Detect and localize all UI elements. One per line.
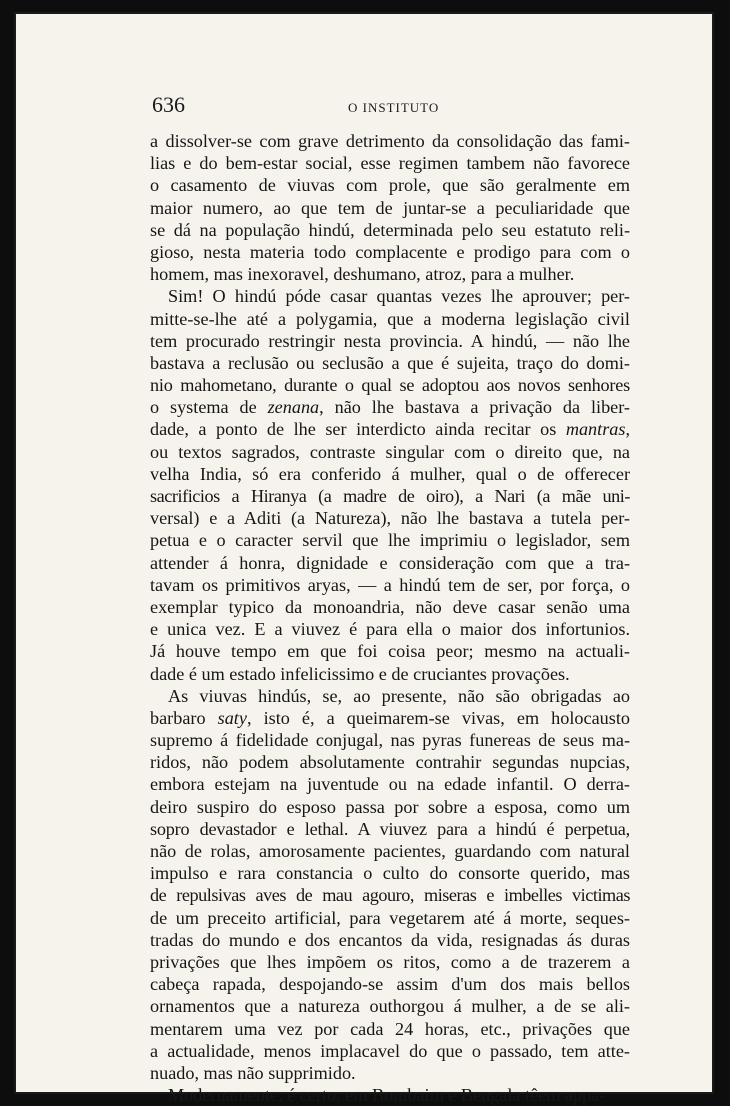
text-line: Sim! O hindú póde casar quantas vezes lhe aprouver; per- — [168, 286, 630, 307]
text-line: se dá na população hindú, determinada pelo seu estatuto reli- — [150, 219, 630, 240]
text-line: homem, mas inexoravel, deshumano, atroz, para a mulher. — [150, 264, 575, 285]
text-line: embora estejam na juventude ou na edade infantil. O derra- — [150, 774, 630, 795]
text-line: de um preceito artificial, para vegetarem até á morte, seques- — [150, 907, 630, 928]
text-line: tem procurado restringir nesta provincia. A hindú, — não lhe — [150, 330, 630, 351]
text-line: não de rolas, amorosamente pacientes, guardando com natural — [150, 841, 630, 861]
text-line: sacrificios a Hiranya (a madre de oiro), a Nari (a mãe uni- — [150, 486, 630, 506]
body-text — [150, 130, 630, 1106]
text-line: impulso e rara constancia o culto do consorte querido, mas — [150, 863, 630, 884]
book-page — [14, 12, 714, 1106]
text-line: Já houve tempo em que foi coisa peor; mesmo na actuali- — [150, 641, 630, 662]
text-line: a dissolver-se com grave detrimento da consolidação das fami- — [150, 131, 630, 151]
text-line: tradas do mundo e dos encantos da vida, resignadas ás duras — [150, 929, 630, 950]
text-line: nio mahometano, durante o qual se adoptou aos novos senhores — [150, 375, 630, 396]
text-line: dade é um estado infelicissimo e de cruciantes provações. — [150, 663, 570, 684]
text-line: bastava a reclusão ou seclusão a que é sujeita, traço do domi- — [150, 352, 630, 373]
text-line: exemplar typico da monoandria, não deve casar senão uma — [150, 596, 630, 617]
text-line: cabeça rapada, despojando-se assim d'um dos mais bellos — [150, 974, 630, 995]
text-line: ou textos sagrados, contraste singular com o direito que, na — [150, 441, 630, 462]
text-line: o casamento de viuvas com prole, que são geralmente em — [150, 175, 630, 196]
text-line: velha India, só era conferido á mulher, qual o de offerecer — [150, 463, 630, 484]
text-line: supremo á fidelidade conjugal, nas pyras funereas de seus ma- — [150, 730, 630, 751]
text-line: ridos, não podem absolutamente contrahir segundas nupcias, — [150, 752, 630, 773]
paragraph — [150, 285, 630, 684]
text-line: barbaro saty, isto é, a queimarem-se vivas, em holocausto — [150, 707, 630, 728]
paragraph — [150, 685, 630, 1084]
text-line: versal) e a Aditi (a Natureza), não lhe bastava a tutela per- — [150, 508, 630, 529]
text-line: petua e o caracter servil que lhe imprimiu o legislador, sem — [150, 530, 630, 551]
text-line: dade, a ponto de lhe ser interdicto ainda recitar os mantras, — [150, 419, 630, 440]
text-line: deiro suspiro do esposo passa por sobre a esposa, como um — [150, 796, 630, 817]
text-line: e unica vez. E a viuvez é para ella o maior dos infortunios. — [150, 619, 630, 640]
text-line: mentarem uma vez por cada 24 horas, etc., privações que — [150, 1018, 630, 1039]
text-line: o systema de zenana, não lhe bastava a privação da liber- — [150, 397, 630, 418]
text-line: As viuvas hindús, se, ao presente, não são obrigadas ao — [168, 685, 630, 706]
text-line: sopro devastador e lethal. A viuvez para a hindú é perpetua, — [150, 818, 630, 839]
text-line: attender á honra, dignidade e consideração com que a tra- — [150, 552, 630, 573]
paragraph — [150, 1084, 630, 1106]
text-line: lias e do bem-estar social, esse regimen tambem não favorece — [150, 153, 630, 174]
text-line: ornamentos que a natureza outhorgou á mulher, a de se ali- — [150, 996, 630, 1017]
text-line: nuado, mas não supprimido. — [150, 1062, 356, 1083]
running-title: O INSTITUTO — [348, 100, 440, 115]
text-line: gioso, nesta materia todo complacente e prodigo para com o — [150, 241, 630, 262]
text-line: tavam os primitivos aryas, — a hindú tem de ser, por força, o — [150, 574, 630, 595]
running-head — [152, 92, 632, 122]
text-line: privações que lhes impõem os ritos, como a de trazerem a — [150, 951, 630, 972]
text-line: a actualidade, menos implacavel do que o passado, tem atte- — [150, 1040, 630, 1061]
paragraph — [150, 130, 630, 285]
text-line: Modernamente, é certo, em Bombaim e Bengala têem appa- — [168, 1085, 606, 1106]
text-line: mitte-se-lhe até a polygamia, que a moderna legislação civil — [150, 308, 630, 329]
text-line: de repulsivas aves de mau agouro, miseras e imbelles victimas — [150, 885, 630, 906]
page-number: 636 — [152, 92, 185, 117]
text-line: maior numero, ao que tem de juntar-se a peculiaridade que — [150, 197, 630, 218]
